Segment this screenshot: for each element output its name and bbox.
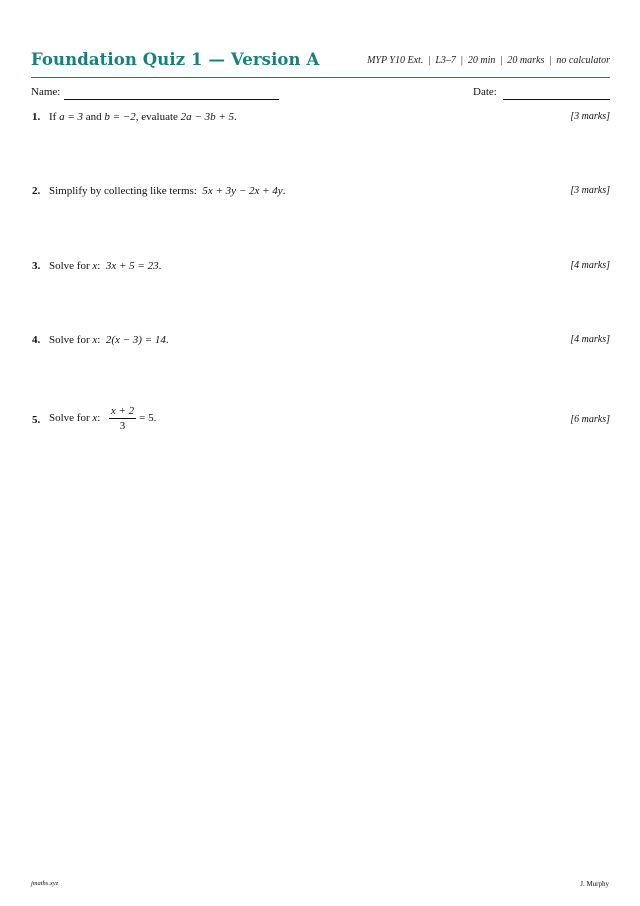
meta-separator: | [428,55,431,66]
question-number: 3. [32,260,41,272]
question-number: 5. [32,414,41,426]
meta-duration: 20 min [467,55,496,66]
meta-total-marks: 20 marks [507,55,545,66]
question-text: Solve for x: 2(x − 3) = 14. [49,334,169,346]
question-text: Simplify by collecting like terms: 5x + 3y − 2x + 4y. [49,185,286,197]
quiz-meta [367,55,610,66]
question-marks: [4 marks] [570,334,610,345]
name-label: Name: [31,86,61,98]
quiz-header [31,50,610,72]
question-number: 1. [32,111,41,123]
date-line[interactable] [503,99,610,100]
footer-author: J. Murphy [580,880,609,888]
header-rule [31,77,610,78]
meta-course: MYP Y10 Ext. [367,55,424,66]
meta-separator: | [460,55,463,66]
question-number: 4. [32,334,41,346]
meta-separator: | [500,55,503,66]
question-text: If a = 3 and b = −2, evaluate 2a − 3b + 5. [49,111,237,123]
question-marks: [3 marks] [570,185,610,196]
question-marks: [3 marks] [570,111,610,122]
question-text: Solve for x: $\frac{x + 2}{3}$ = 5. [49,405,157,432]
footer-site: jmaths.xyz [31,880,59,887]
date-label: Date: [473,86,497,98]
fraction: $\frac{x + 2}{3}$ [110,405,135,432]
date-field[interactable] [473,86,610,102]
name-line[interactable] [64,99,279,100]
meta-calculator: no calculator [556,55,610,66]
meta-separator: | [549,55,552,66]
question-marks: [4 marks] [570,260,610,271]
question-number: 2. [32,185,41,197]
name-field[interactable] [31,86,281,102]
question-marks: [6 marks] [570,414,610,425]
page-title: Foundation Quiz 1 — Version A [31,50,320,69]
question-text: Solve for x: 3x + 5 = 23. [49,260,162,272]
meta-levels: L3–7 [435,55,456,66]
